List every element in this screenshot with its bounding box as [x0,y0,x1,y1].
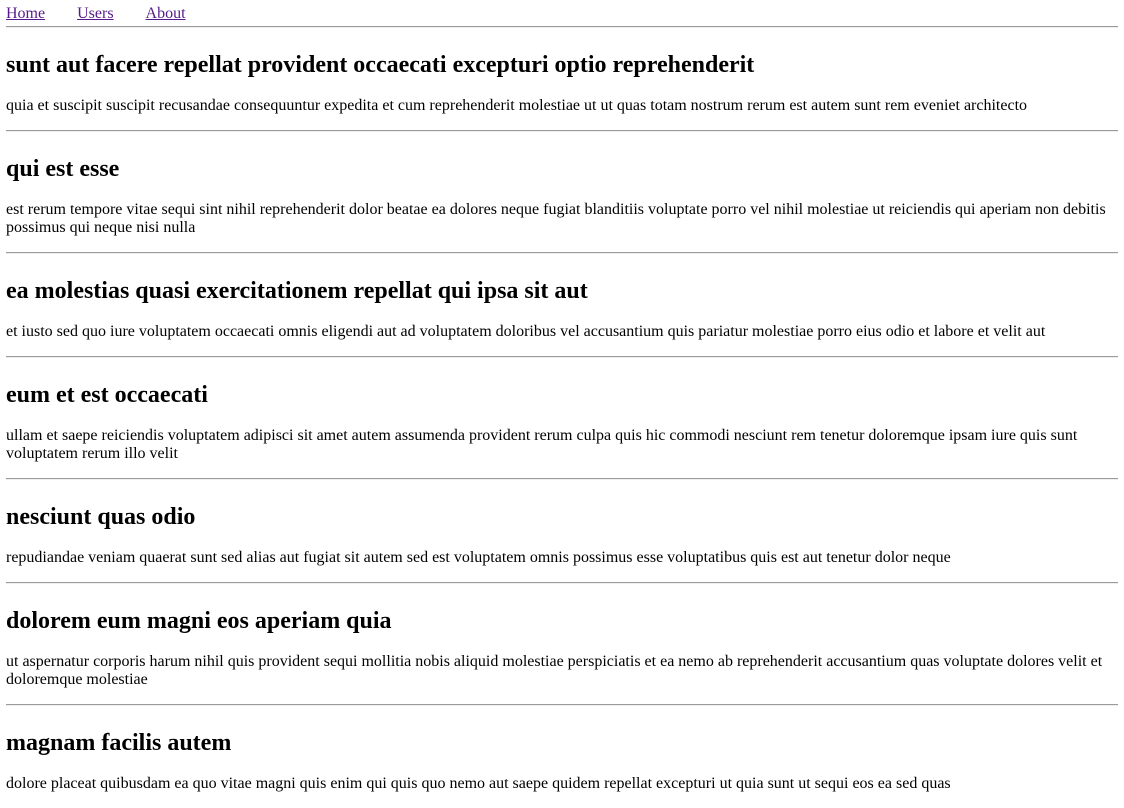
post-item [6,28,1118,130]
post-title: nesciunt quas odio [6,504,196,530]
post-body: quia et suscipit suscipit recusandae consequuntur expedita et cum reprehenderit molestiae ut ut quas totam nostrum rerum est autem sunt rem eveniet architecto [6,97,1028,114]
post-body: est rerum tempore vitae sequi sint nihil reprehenderit dolor beatae ea dolores neque fugiat blanditiis voluptate porro vel nihil molestiae ut reiciendis qui aperiam non debitis possimus qui neque nisi nulla [6,201,1106,236]
post-title: sunt aut facere repellat provident occaecati excepturi optio reprehenderit [6,52,755,78]
post-title: dolorem eum magni eos aperiam quia [6,608,392,634]
post-item [6,254,1118,356]
post-title: ea molestias quasi exercitationem repellat qui ipsa sit aut [6,278,588,304]
post-body: ullam et saepe reiciendis voluptatem adipisci sit amet autem assumenda provident rerum culpa quis hic commodi nesciunt rem tenetur doloremque ipsam iure quis sunt voluptatem rerum illo velit [6,427,1078,462]
post-title: magnam facilis autem [6,730,232,756]
post-body: et iusto sed quo iure voluptatem occaecati omnis eligendi aut ad voluptatem doloribus vel accusantium quis pariatur molestiae porro eius odio et labore et velit aut [6,323,1046,340]
post-title: qui est esse [6,156,120,182]
nav-link-about[interactable]: About [145,5,186,22]
post-body: ut aspernatur corporis harum nihil quis provident sequi mollitia nobis aliquid molestiae perspiciatis et ea nemo ab reprehenderit accusantium quas voluptate dolores velit et doloremque molestiae [6,653,1103,688]
top-nav [6,0,1118,26]
post-item [6,358,1118,478]
post-item [6,706,1118,808]
post-item [6,480,1118,582]
nav-link-users[interactable]: Users [77,5,114,22]
post-title: eum et est occaecati [6,382,208,408]
post-item [6,584,1118,704]
nav-link-home[interactable]: Home [6,5,46,22]
post-body: repudiandae veniam quaerat sunt sed alias aut fugiat sit autem sed est voluptatem omnis possimus esse voluptatibus quis est aut tenetur dolor neque [6,549,951,566]
post-body: dolore placeat quibusdam ea quo vitae magni quis enim qui quis quo nemo aut saepe quidem repellat excepturi ut quia sunt ut sequi eos ea sed quas [6,775,951,792]
post-item [6,132,1118,252]
